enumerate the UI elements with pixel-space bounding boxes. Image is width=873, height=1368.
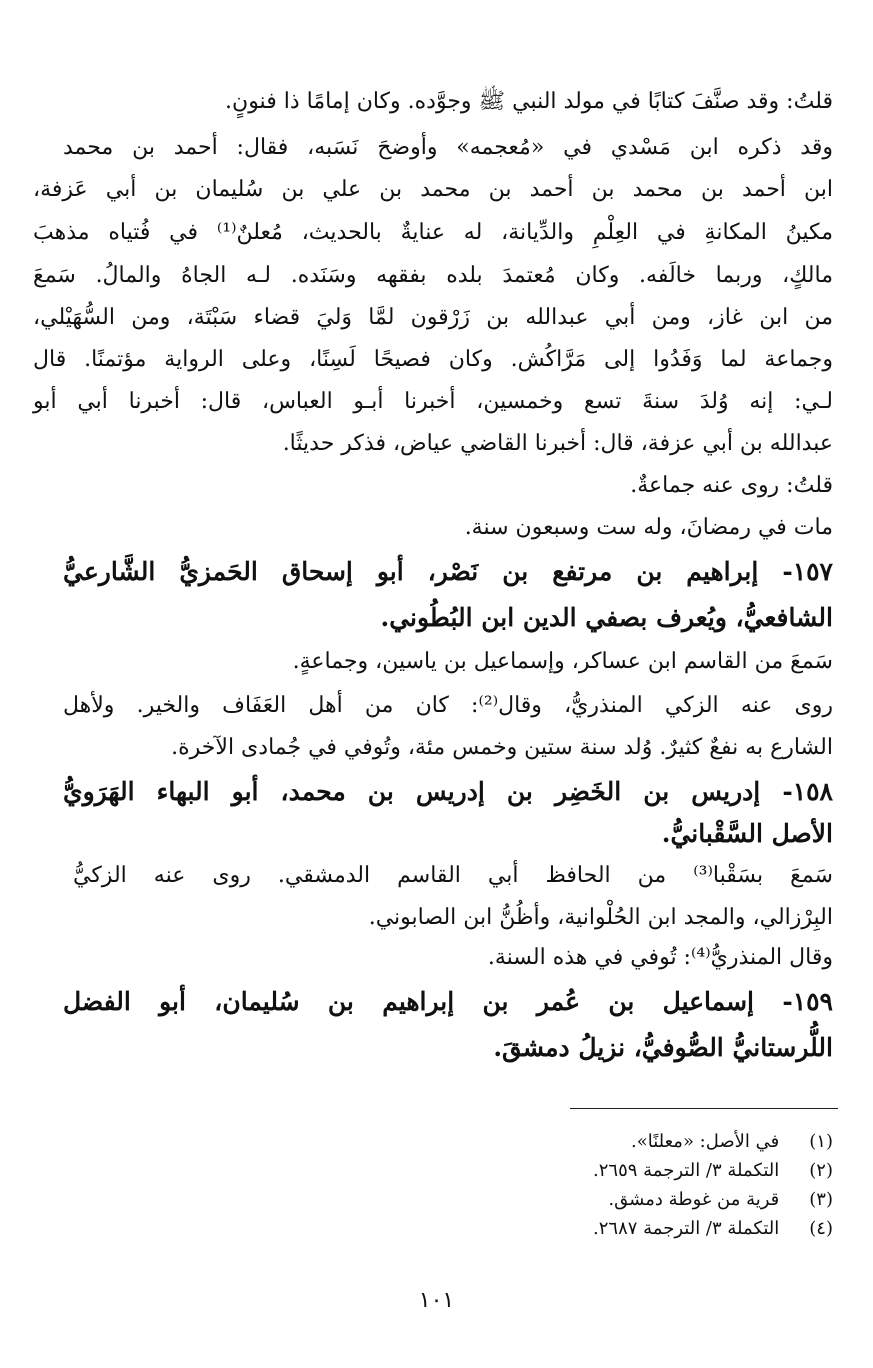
entry-heading-157-cont: الشافعيُّ، ويُعرف بصفي الدين ابن البُطُوني.	[380, 603, 833, 632]
footnote-number: (٤)	[809, 1218, 833, 1239]
footnote	[113, 1186, 833, 1214]
footnote-text: قرية من غوطة دمشق.	[608, 1189, 780, 1210]
body-line: ابن أحمد بن محمد بن أحمد بن محمد بن علي بن سُليمان بن أبي عَزفة،	[33, 177, 833, 202]
body-line: وقد ذكره ابن مَسْدي في «مُعجمه» وأوضحَ نَسَبه، فقال: أحمد بن محمد	[63, 135, 833, 160]
footnote-number: (٣)	[809, 1189, 833, 1210]
entry-158-text: وقال المنذريُّ⁽⁴⁾: تُوفي في هذه السنة.	[487, 945, 833, 970]
body-line: قلتُ: روى عنه جماعةٌ.	[630, 473, 833, 498]
entry-157-text: روى عنه الزكي المنذريُّ، وقال⁽²⁾: كان من أهل العَفَاف والخير. ولأهل	[63, 693, 833, 718]
body-line: قلتُ: وقد صنَّفَ كتابًا في مولد النبي ﷺ وجوَّده. وكان إمامًا ذا فنونٍ.	[225, 89, 833, 114]
footnote	[113, 1157, 833, 1185]
body-line: عبدالله بن أبي عزفة، قال: أخبرنا القاضي عياض، فذكر حديثًا.	[282, 431, 833, 456]
body-line: مات في رمضانَ، وله ست وسبعون سنة.	[464, 515, 833, 540]
footnote-text: التكملة ٣/ الترجمة ٢٦٨٧.	[593, 1218, 780, 1239]
entry-heading-159: ١٥٩- إسماعيل بن عُمر بن إبراهيم بن سُليمان، أبو الفضل	[63, 987, 833, 1016]
body-line: مالكٍ، وربما خالَفه. وكان مُعتمدَ بلده بفقهه وسَنَده. لـه الجاهُ والمالُ. سَمعَ	[33, 263, 833, 288]
body-line: وجماعة لما وَفَدُوا إلى مَرَّاكُش. وكان فصيحًا لَسِنًا، وعلى الرواية مؤتمنًا. قال	[33, 347, 833, 372]
entry-heading-158: ١٥٨- إدريس بن الخَضِر بن إدريس بن محمد، أبو البهاء الهَرَويُّ	[63, 777, 833, 806]
page-number: ١٠١	[418, 1288, 455, 1313]
footnote-text: التكملة ٣/ الترجمة ٢٦٥٩.	[593, 1160, 780, 1181]
footnote-number: (١)	[809, 1131, 833, 1152]
entry-158-text: البِرْزالي، والمجد ابن الحُلْوانية، وأظُنُّ ابن الصابوني.	[368, 905, 833, 930]
body-line: مكينُ المكانةِ في العِلْمِ والدِّيانة، له عنايةٌ بالحديث، مُعلنٌ⁽¹⁾ في فُتياه مذهبَ	[33, 220, 833, 245]
body-line: من ابن غاز، ومن أبي عبدالله بن زَرْقون لمَّا وَليَ قضاء سَبْتَة، ومن السُّهَيْلي،	[33, 305, 833, 330]
entry-heading-159-cont: اللُّرستانيُّ الصُّوفيُّ، نزيلُ دمشقَ.	[493, 1033, 833, 1062]
footnote-text: في الأصل: «معلنًا».	[631, 1131, 780, 1152]
entry-158-text: سَمعَ بسَقْبا⁽³⁾ من الحافظ أبي القاسم الدمشقي. روى عنه الزكيُّ	[73, 863, 833, 888]
entry-heading-158-cont: الأصل السَّقْبانيُّ.	[661, 819, 833, 848]
footnote	[113, 1215, 833, 1243]
footnote-separator	[570, 1108, 838, 1109]
footnote	[113, 1128, 833, 1156]
entry-heading-157: ١٥٧- إبراهيم بن مرتفع بن نَصْر، أبو إسحاق الحَمزيُّ الشَّارعيُّ	[63, 557, 833, 586]
entry-157-text: الشارع به نفعٌ كثيرٌ. وُلد سنة ستين وخمس مئة، وتُوفي في جُمادى الآخرة.	[171, 735, 833, 760]
entry-157-text: سَمعَ من القاسم ابن عساكر، وإسماعيل بن ياسين، وجماعةٍ.	[292, 649, 833, 674]
body-line: لـي: إنه وُلدَ سنةَ تسع وخمسين، أخبرنا أبـو العباس، قال: أخبرنا أبي أبو	[33, 389, 833, 414]
footnote-number: (٢)	[809, 1160, 833, 1181]
